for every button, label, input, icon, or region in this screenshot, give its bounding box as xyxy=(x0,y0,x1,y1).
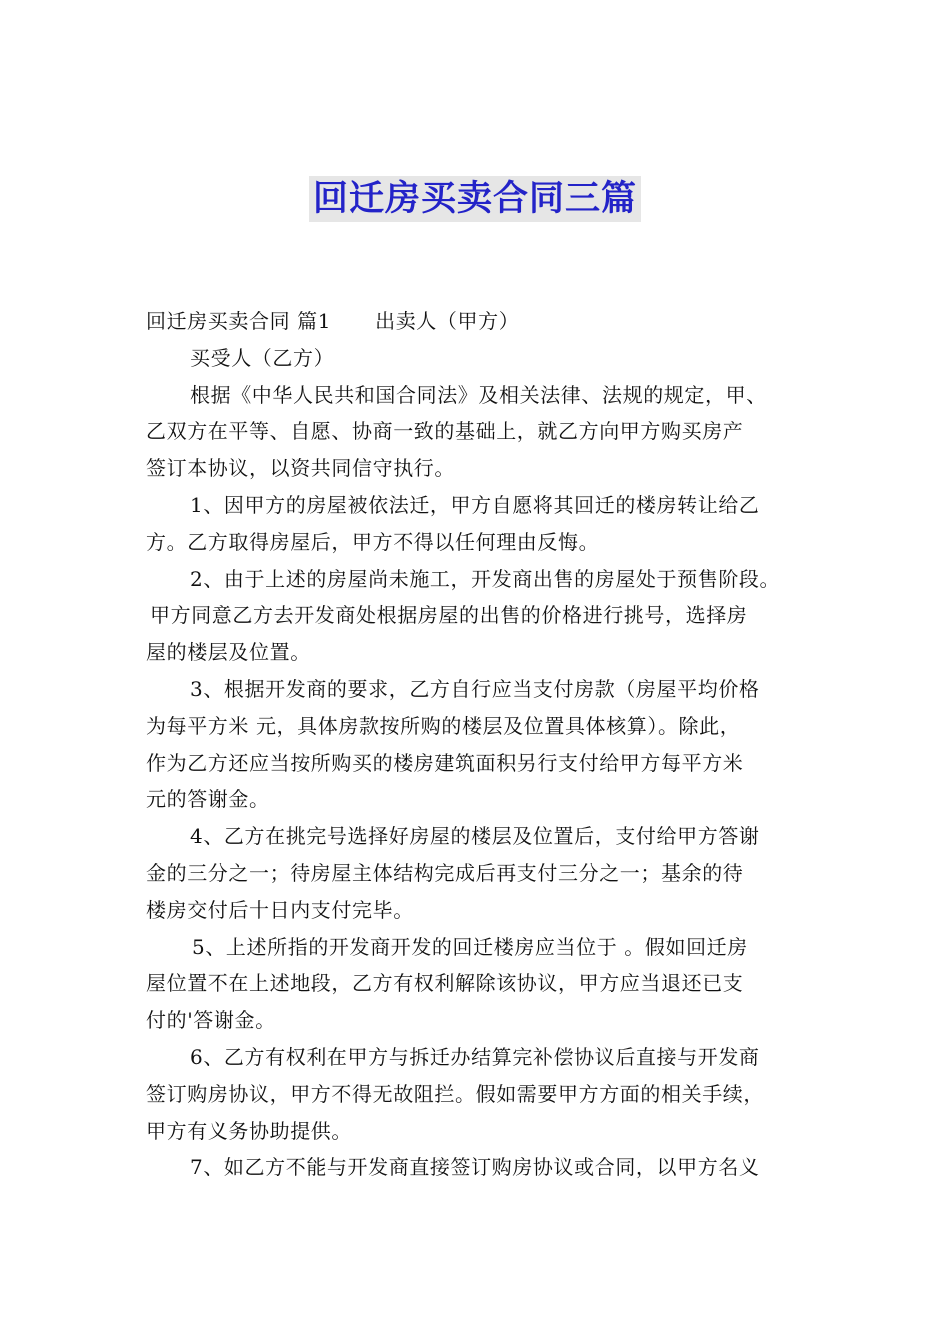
paragraph-line: 作为乙方还应当按所购买的楼房建筑面积另行支付给甲方每平方米 xyxy=(146,750,744,775)
paragraph-line: 甲方有义务协助提供。 xyxy=(146,1118,352,1143)
paragraph-line: 签订购房协议，甲方不得无故阻拦。假如需要甲方方面的相关手续， xyxy=(146,1081,764,1106)
document-title: 回迁房买卖合同三篇 xyxy=(309,176,641,222)
paragraph-line: 2、由于上述的房屋尚未施工，开发商出售的房屋处于预售阶段。 xyxy=(190,566,781,591)
paragraph-line: 3、根据开发商的要求，乙方自行应当支付房款（房屋平均价格 xyxy=(190,676,760,701)
seller-label: 出卖人（甲方） xyxy=(375,309,520,333)
paragraph-line: 甲方同意乙方去开发商处根据房屋的出售的价格进行挑号，选择房 xyxy=(150,603,748,628)
paragraph-line: 1、因甲方的房屋被依法迁，甲方自愿将其回迁的楼房转让给乙 xyxy=(190,492,760,517)
paragraph-line: 签订本协议，以资共同信守执行。 xyxy=(146,456,455,481)
paragraph-line: 付的'答谢金。 xyxy=(146,1008,276,1033)
paragraph-line: 4、乙方在挑完号选择好房屋的楼层及位置后，支付给甲方答谢 xyxy=(190,824,760,849)
paragraph-line: 屋位置不在上述地段，乙方有权利解除该协议，甲方应当退还已支 xyxy=(146,971,744,996)
section-heading: 回迁房买卖合同 篇1 xyxy=(146,309,332,333)
document-body xyxy=(146,303,814,1186)
paragraph-line: 为每平方米 元，具体房款按所购的楼层及位置具体核算）。除此， xyxy=(146,713,741,738)
paragraph-line: 楼房交付后十日内支付完毕。 xyxy=(146,897,414,922)
paragraph-line: 买受人（乙方） xyxy=(190,345,335,370)
title-container xyxy=(0,176,950,222)
paragraph-line: 元的答谢金。 xyxy=(146,787,270,812)
paragraph-line: 5、上述所指的开发商开发的回迁楼房应当位于 。假如回迁房 xyxy=(192,934,748,959)
paragraph-line xyxy=(146,303,814,340)
paragraph-line: 乙双方在平等、自愿、协商一致的基础上，就乙方向甲方购买房产 xyxy=(146,419,744,444)
paragraph-line: 6、乙方有权利在甲方与拆迁办结算完补偿协议后直接与开发商 xyxy=(190,1044,760,1069)
paragraph-line: 根据《中华人民共和国合同法》及相关法律、法规的规定，甲、 xyxy=(190,382,767,407)
paragraph-line: 方。乙方取得房屋后，甲方不得以任何理由反悔。 xyxy=(146,529,600,554)
paragraph-line: 金的三分之一；待房屋主体结构完成后再支付三分之一；基余的待 xyxy=(146,860,744,885)
paragraph-line: 7、如乙方不能与开发商直接签订购房协议或合同，以甲方名义 xyxy=(190,1155,760,1180)
paragraph-line: 屋的楼层及位置。 xyxy=(146,640,311,665)
